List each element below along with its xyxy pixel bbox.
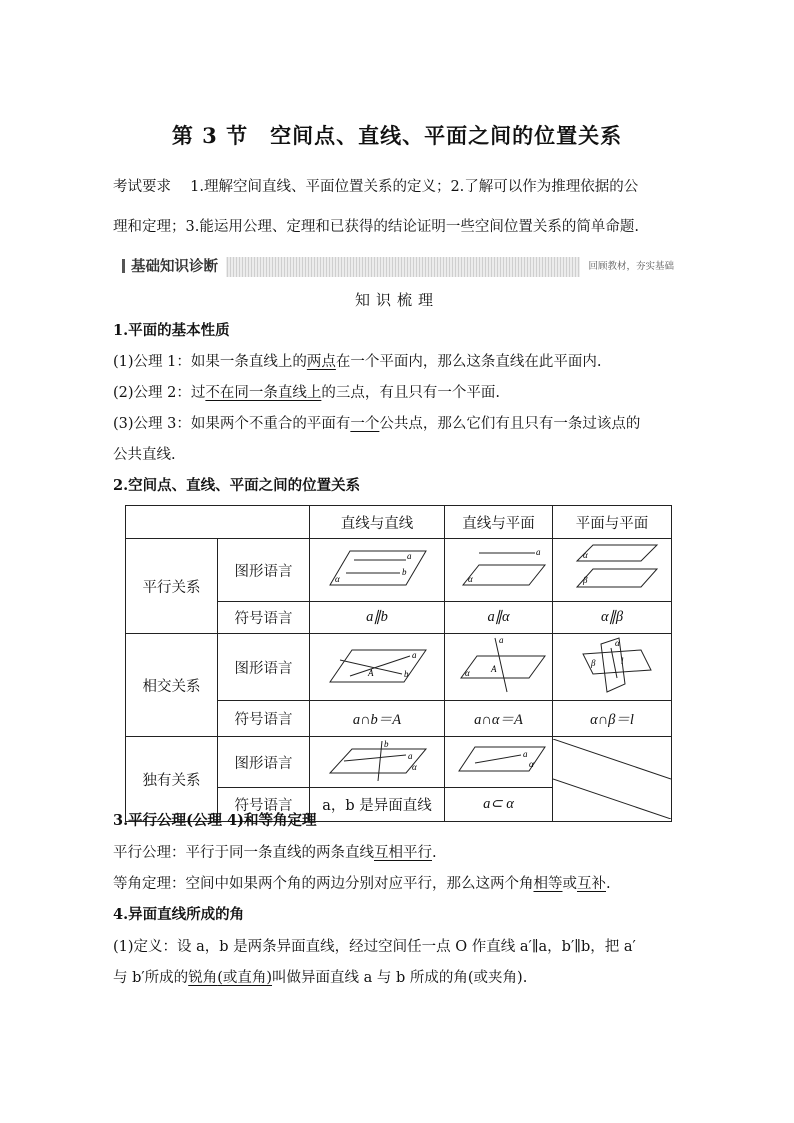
fig-label-alpha: α (335, 574, 340, 584)
graph-label-parallel: 图形语言 (218, 539, 310, 602)
banner-subtitle: 回顾教材，夯实基础 (580, 257, 678, 277)
empty-diagonal-cell (553, 737, 672, 822)
group-parallel: 平行关系 (126, 539, 218, 634)
axiom-1 (113, 352, 693, 372)
skew-angle-post: 叫做异面直线 a 与 b 所成的角(或夹角). (272, 970, 528, 986)
header-line-plane: 直线与平面 (445, 506, 553, 539)
skew-angle-def-1: (1)定义：设 a，b 是两条异面直线，经过空间任一点 O 作直线 a′∥a，b′∥b，把 a′ (113, 939, 636, 955)
figure-line-in-plane (445, 737, 553, 788)
skew-graph-row (126, 737, 672, 788)
skew-angle-pre: 与 b′所成的 (113, 970, 189, 986)
equal-angle-theorem (113, 874, 693, 894)
fig-label-alpha: α (583, 550, 588, 560)
banner-label: 基础知识诊断 (116, 257, 226, 277)
figure-intersecting-planes (553, 634, 672, 701)
requirements-label: 考试要求 (113, 179, 171, 195)
fig-label-A: A (368, 668, 374, 678)
s3-heading: 3.平行公理(公理 4)和等角定理 (113, 812, 317, 829)
fig-label-alpha: α (615, 638, 620, 648)
fig-label-a: a (408, 751, 413, 761)
fig-label-a: a (523, 749, 528, 759)
axiom-1-blank: 两点 (306, 354, 336, 370)
symbol-label-skew: 符号语言 (218, 788, 310, 822)
relations-table (125, 505, 672, 822)
graph-label-intersect: 图形语言 (218, 634, 310, 701)
parallel-axiom-blank: 互相平行 (374, 845, 432, 861)
figure-intersecting-lines (310, 634, 445, 701)
skew-angle-blank-2: (或直角) (217, 970, 273, 986)
fig-label-alpha: α (465, 668, 470, 678)
symbol-label-parallel: 符号语言 (218, 602, 310, 634)
parallel-axiom-pre: 平行公理：平行于同一条直线的两条直线 (113, 845, 374, 861)
fig-label-A: A (491, 664, 497, 674)
axiom-3-line-2: 公共直线. (113, 447, 176, 463)
table-header-row (126, 506, 672, 539)
s4-heading: 4.异面直线所成的角 (113, 906, 245, 923)
axiom-3-post: 公共点，那么它们有且只有一条过该点的 (379, 416, 641, 432)
symbol-line-in-plane: a⊂ α (445, 788, 553, 822)
symbol-line-intersect-plane: a∩α＝A (445, 701, 553, 737)
group-intersect: 相交关系 (126, 634, 218, 737)
section-banner (116, 257, 678, 277)
axiom-3-pre: (3)公理 3：如果两个不重合的平面有 (113, 416, 351, 432)
s2-heading: 2.空间点、直线、平面之间的位置关系 (113, 477, 361, 494)
section-title: 知识梳理 (354, 291, 439, 309)
equal-angle-mid: 或 (562, 876, 577, 892)
symbol-intersecting-lines: a∩b＝A (310, 701, 445, 737)
fig-label-alpha: α (468, 574, 473, 584)
fig-label-beta: β (583, 575, 588, 585)
symbol-line-parallel-plane: a∥α (445, 602, 553, 634)
intersect-graph-row (126, 634, 672, 701)
requirements-line-1 (113, 177, 693, 197)
fig-label-alpha: α (412, 762, 417, 772)
axiom-1-post: 在一个平面内，那么这条直线在此平面内. (335, 354, 602, 370)
fig-label-a: a (407, 551, 412, 561)
axiom-2 (113, 383, 693, 403)
fig-label-alpha: α (529, 759, 534, 769)
s1-heading: 1.平面的基本性质 (113, 322, 230, 339)
symbol-parallel-planes: α∥β (553, 602, 672, 634)
symbol-skew-lines: a，b 是异面直线 (310, 788, 445, 822)
figure-line-intersect-plane (445, 634, 553, 701)
figure-line-parallel-plane (445, 539, 553, 602)
table-corner-cell (126, 506, 310, 539)
group-skew: 独有关系 (126, 737, 218, 822)
symbol-intersecting-planes: α∩β＝l (553, 701, 672, 737)
fig-label-l: l (621, 656, 624, 666)
axiom-2-post: 的三点，有且只有一个平面. (321, 385, 500, 401)
skew-angle-def-2 (113, 968, 693, 988)
axiom-3 (113, 414, 693, 434)
figure-parallel-planes (553, 539, 672, 602)
header-plane-plane: 平面与平面 (553, 506, 672, 539)
equal-angle-blank-2: 互补 (577, 876, 606, 892)
axiom-1-pre: (1)公理 1：如果一条直线上的 (113, 354, 307, 370)
graph-label-skew: 图形语言 (218, 737, 310, 788)
figure-skew-lines (310, 737, 445, 788)
figure-parallel-lines (310, 539, 445, 602)
equal-angle-blank-1: 相等 (533, 876, 563, 892)
parallel-axiom (113, 843, 693, 863)
page-title: 第 3 节 空间点、直线、平面之间的位置关系 (171, 123, 623, 148)
requirements-text-1: 1.理解空间直线、平面位置关系的定义；2.了解可以作为推理依据的公 (190, 179, 639, 195)
axiom-2-blank: 不在同一条直线上 (205, 385, 322, 401)
fig-label-a: a (499, 635, 504, 645)
fig-label-b: b (384, 739, 389, 749)
header-line-line: 直线与直线 (310, 506, 445, 539)
parallel-graph-row (126, 539, 672, 602)
fig-label-b: b (404, 669, 409, 679)
equal-angle-pre: 等角定理：空间中如果两个角的两边分别对应平行，那么这两个角 (113, 876, 534, 892)
symbol-label-intersect: 符号语言 (218, 701, 310, 737)
axiom-3-blank: 一个 (350, 416, 380, 432)
fig-label-a: a (536, 547, 541, 557)
equal-angle-post: . (606, 876, 611, 892)
requirements-line-2: 理和定理；3.能运用公理、定理和已获得的结论证明一些空间位置关系的简单命题. (113, 219, 639, 235)
parallel-axiom-post: . (432, 845, 437, 861)
symbol-parallel-lines: a∥b (310, 602, 445, 634)
fig-label-a: a (412, 650, 417, 660)
fig-label-beta: β (591, 658, 596, 668)
skew-angle-blank-1: 锐角 (188, 970, 218, 986)
axiom-2-pre: (2)公理 2：过 (113, 385, 206, 401)
fig-label-b: b (402, 567, 407, 577)
